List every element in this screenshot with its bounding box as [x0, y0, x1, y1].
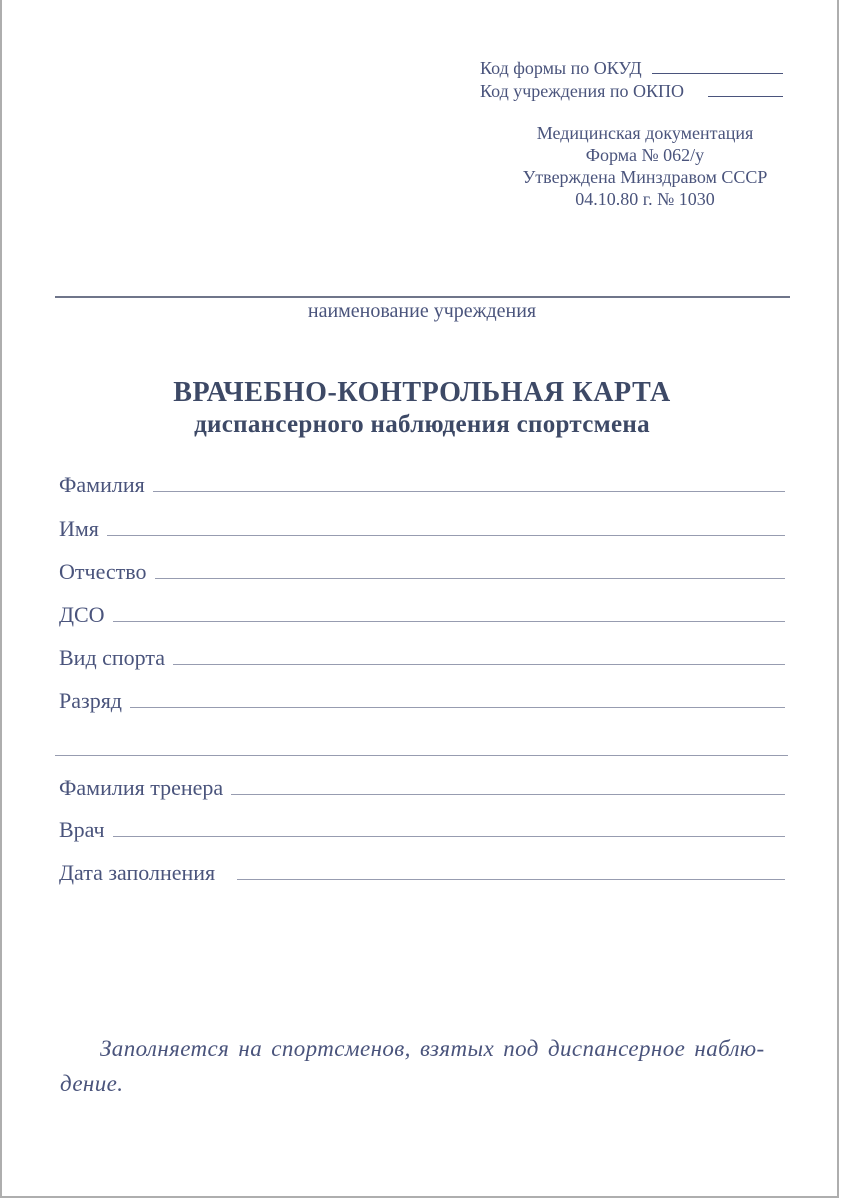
okpo-code-row — [480, 81, 783, 104]
field-row-dso — [59, 602, 785, 628]
okpo-value-line — [708, 96, 783, 97]
field-label-first-name: Имя — [59, 516, 99, 541]
form-title-subtitle: диспансерного наблюдения спортсмена — [194, 411, 650, 438]
doc-info-block — [500, 122, 790, 210]
institution-name-value — [55, 268, 790, 294]
footer-note-line-1: Заполняется на спортсменов, взятых под диспансерное наблю- — [100, 1036, 765, 1061]
field-line-sport-kind — [173, 664, 785, 665]
field-line-doctor — [113, 836, 785, 837]
okud-value-line — [652, 73, 783, 74]
doc-info-line-2: Форма № 062/у — [585, 145, 705, 165]
field-label-sport-kind: Вид спорта — [59, 645, 166, 670]
field-label-fill-date: Дата заполнения — [59, 860, 216, 885]
doc-info-line-3: Утверждена Минздравом СССР — [522, 167, 768, 187]
field-line-fill-date — [237, 879, 785, 880]
field-line-first-name — [107, 535, 785, 536]
field-row-rank — [59, 688, 785, 714]
field-line-rank — [130, 707, 785, 708]
field-label-dso: ДСО — [59, 602, 105, 627]
field-row-first-name — [59, 516, 785, 542]
form-title — [0, 377, 844, 439]
rank-continuation-line — [55, 755, 788, 756]
footer-note-line-2: дение. — [60, 1071, 124, 1096]
field-line-trainer-surname — [231, 794, 785, 795]
field-row-doctor — [59, 817, 785, 843]
institution-name-line — [55, 296, 790, 298]
field-label-trainer-surname: Фамилия тренера — [59, 775, 224, 800]
doc-info-line-4: 04.10.80 г. № 1030 — [575, 189, 715, 209]
field-label-doctor: Врач — [59, 817, 105, 842]
field-label-surname: Фамилия — [59, 472, 145, 497]
okpo-label: Код учреждения по ОКПО — [480, 81, 685, 101]
okud-label: Код формы по ОКУД — [480, 58, 642, 78]
field-row-sport-kind — [59, 645, 785, 671]
footer-note — [60, 1031, 812, 1101]
field-line-surname — [153, 491, 785, 492]
field-row-patronymic — [59, 559, 785, 585]
field-row-fill-date — [59, 860, 785, 886]
field-label-rank: Разряд — [59, 688, 123, 713]
institution-caption: наименование учреждения — [307, 300, 537, 322]
field-line-patronymic — [155, 578, 786, 579]
field-label-patronymic: Отчество — [59, 559, 147, 584]
doc-info-line-1: Медицинская документация — [536, 123, 754, 143]
field-line-dso — [113, 621, 785, 622]
form-title-main: ВРАЧЕБНО-КОНТРОЛЬНАЯ КАРТА — [173, 377, 671, 408]
field-row-surname — [59, 472, 785, 498]
header-codes-block — [480, 58, 783, 104]
okud-code-row — [480, 58, 783, 81]
field-row-trainer-surname — [59, 775, 785, 801]
